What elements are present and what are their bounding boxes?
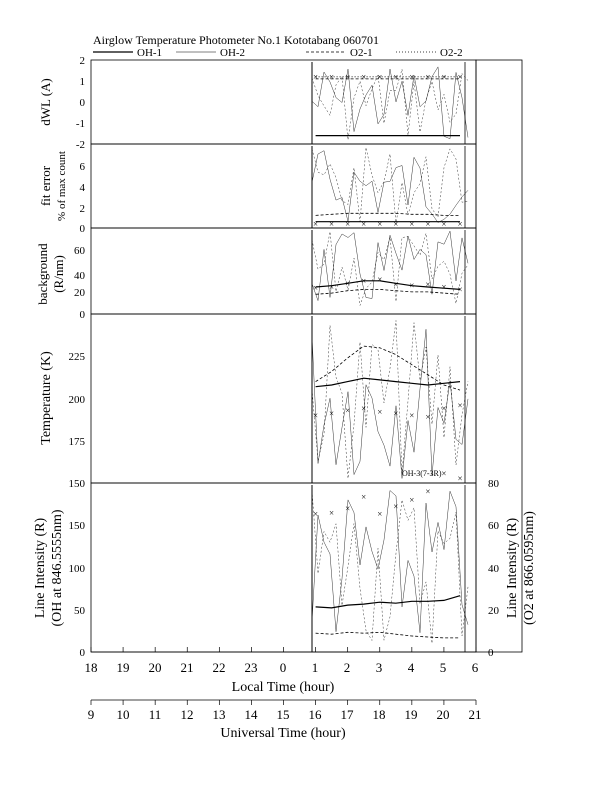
dwl-marker: × [457,71,463,82]
ut-tick-label: 15 [276,707,290,722]
dwl-marker: × [345,71,351,82]
local-tick-label: 0 [279,660,287,675]
dwl-marker: × [425,71,431,82]
intensity-marker: × [393,501,399,512]
temperature-series-oh-1 [316,378,460,387]
fit_error-marker: × [329,218,335,229]
series-lines [316,77,463,638]
temperature-tick-label: 225 [68,351,85,363]
temperature-marker: × [345,405,351,416]
intensity-series-oh-1 [316,596,460,608]
temperature-y-label: Temperature (K) [39,351,54,445]
local-tick-label: 5 [439,660,447,675]
fit-error-tick-label: 4 [79,182,85,194]
intensity-right-tick-label: 80 [488,478,499,490]
fit_error-marker: × [313,218,319,229]
dwl-marker: × [377,71,383,82]
intensity-raw-trace [312,491,468,633]
intensity-marker: × [361,492,367,503]
fit_error-marker: × [425,218,431,229]
dwl-marker: × [329,71,335,82]
fit_error-raw-trace [312,148,468,225]
intensity-y-label: Line Intensity (R) [33,517,48,619]
background-y-label: background [35,243,50,305]
background-tick-label: 20 [74,287,85,299]
fit-error-y-sublabel: % of max count [56,151,68,221]
fit-error-tick-label: 6 [79,161,85,173]
ut-tick-label: 14 [244,707,258,722]
ut-tick-label: 20 [436,707,450,722]
intensity-marker: × [329,508,335,518]
intensity-marker: × [377,509,383,519]
dwl-tick-label: -2 [75,139,85,151]
background-tick-label: 60 [74,245,85,257]
legend-label-o22: O2-2 [440,47,463,59]
background-marker: × [377,274,383,285]
dwl-tick-label: 1 [79,76,85,88]
local-tick-label: 21 [180,660,194,675]
ut-tick-label: 16 [308,707,322,722]
background-series-oh-1 [316,281,460,290]
dwl-marker: × [441,71,447,82]
fit_error-marker: × [393,218,399,229]
local-tick-label: 2 [343,660,351,675]
legend [93,47,463,59]
local-tick-label: 18 [84,660,98,675]
background-marker: × [441,282,447,292]
local-tick-label: 23 [244,660,258,675]
intensity-right-y-sublabel: (O2 at 866.0595nm) [522,511,537,625]
intensity-tick-label: 0 [79,647,85,659]
background-tick-label: 0 [79,309,85,321]
temperature-marker: × [361,403,367,414]
intensity-marker: × [409,494,415,505]
intensity-right-y-label: Line Intensity (R) [505,517,520,619]
intensity-marker: × [441,468,447,479]
local-tick-label: 6 [471,660,479,675]
dwl-panel-frame [91,60,476,144]
dwl-tick-label: -1 [75,118,85,130]
intensity-marker: × [345,503,351,514]
background-marker: × [457,284,463,295]
temperature-tick-label: 150 [68,478,85,490]
ut-time-axis [88,700,482,741]
fit_error-series-o2-1 [316,213,460,215]
ut-tick-label: 12 [180,707,194,722]
dwl-tick-label: 2 [79,55,85,67]
local-tick-label: 1 [311,660,319,675]
intensity-tick-label: 150 [68,520,85,532]
background-y-axis [35,243,86,321]
dwl-y-label: dWL (A) [38,78,53,126]
temperature-tick-label: 200 [68,394,85,406]
background-marker: × [345,278,351,289]
ut-tick-label: 21 [468,707,482,722]
ut-tick-label: 17 [340,707,354,722]
local-tick-label: 22 [212,660,226,675]
intensity-tick-label: 50 [74,605,85,617]
background-marker: × [329,282,335,292]
fit-error-y-label: fit error [38,165,53,207]
fit-error-tick-label: 2 [79,203,85,215]
ut-tick-label: 19 [404,707,418,722]
background-marker: × [425,279,431,290]
intensity-tick-label: 100 [68,563,85,575]
local-tick-label: 3 [375,660,383,675]
dwl-y-axis [38,55,86,151]
background-tick-label: 40 [74,270,85,282]
intensity-right-tick-label: 40 [488,563,499,575]
background-marker: × [361,275,367,286]
fit_error-marker: × [457,218,463,229]
fit_error-raw-trace [312,151,468,223]
background-panel-frame [91,228,476,314]
fit-error-y-axis [38,151,86,235]
local-time-axis-label: Local Time (hour) [231,680,335,695]
background-marker: × [393,279,399,290]
fit_error-marker: × [377,218,383,229]
intensity-marker: × [313,509,319,519]
temperature-marker: × [425,412,431,423]
background-marker: × [409,280,415,291]
dwl-tick-label: 0 [79,97,85,109]
fit_error-marker: × [441,218,447,229]
data-markers [313,72,462,519]
fit_error-marker: × [409,218,415,229]
temperature-marker: × [393,408,399,419]
temperature-raw-trace [312,321,468,479]
ut-tick-label: 11 [148,707,162,722]
temperature-marker: × [377,407,383,417]
noisy-trace-lines [312,62,468,652]
fit-error-panel-frame [91,144,476,228]
temperature-marker: × [409,410,415,421]
dwl-marker: × [393,71,399,82]
ut-tick-label: 9 [87,707,95,722]
intensity-right-tick-label: 60 [488,520,499,532]
intensity-y-sublabel: (OH at 846.5555nm) [50,509,65,627]
intensity-marker: × [425,486,431,497]
fit-error-tick-label: 0 [79,223,85,235]
temperature-marker: × [441,403,447,414]
dwl-marker: × [361,71,367,82]
local-tick-label: 20 [148,660,162,675]
ut-tick-label: 18 [372,707,386,722]
intensity-right-tick-label: 20 [488,605,499,617]
local-tick-label: 19 [116,660,130,675]
intensity-y-axis [33,509,86,659]
intensity-panel-frame [91,483,476,652]
background-marker: × [313,283,319,294]
background-series-o2-1 [316,289,460,294]
legend-label-o21: O2-1 [350,47,373,59]
panel-frames [91,60,522,652]
fit_error-marker: × [361,218,367,229]
temperature-marker: × [313,410,319,421]
dwl-marker: × [409,71,415,82]
local-time-axis [85,652,479,695]
background-y-sublabel: (R/nm) [51,255,66,293]
temperature-marker: × [329,408,335,419]
chart-title: Airglow Temperature Photometer No.1 Kototabang 060701 [93,33,379,47]
temperature-panel-frame [91,314,476,483]
fit_error-marker: × [345,218,351,229]
temperature-annotation: OH-3(7-3R) [402,469,442,478]
temperature-y-axis [39,351,86,490]
intensity-marker: × [457,473,463,484]
temperature-tick-label: 175 [68,436,85,448]
intensity-right-y-axis [488,478,537,659]
temperature-marker: × [457,400,463,411]
local-tick-label: 4 [407,660,415,675]
dwl-marker: × [313,71,319,82]
ut-tick-label: 10 [116,707,130,722]
tick-marks [91,647,476,705]
legend-label-oh2: OH-2 [220,47,246,59]
intensity-raw-trace [312,491,468,644]
legend-label-oh1: OH-1 [137,47,163,59]
ut-axis-label: Universal Time (hour) [220,726,346,741]
ut-tick-label: 13 [212,707,226,722]
intensity-series-o2-1 [316,632,460,638]
intensity-right-tick-label: 0 [488,647,494,659]
